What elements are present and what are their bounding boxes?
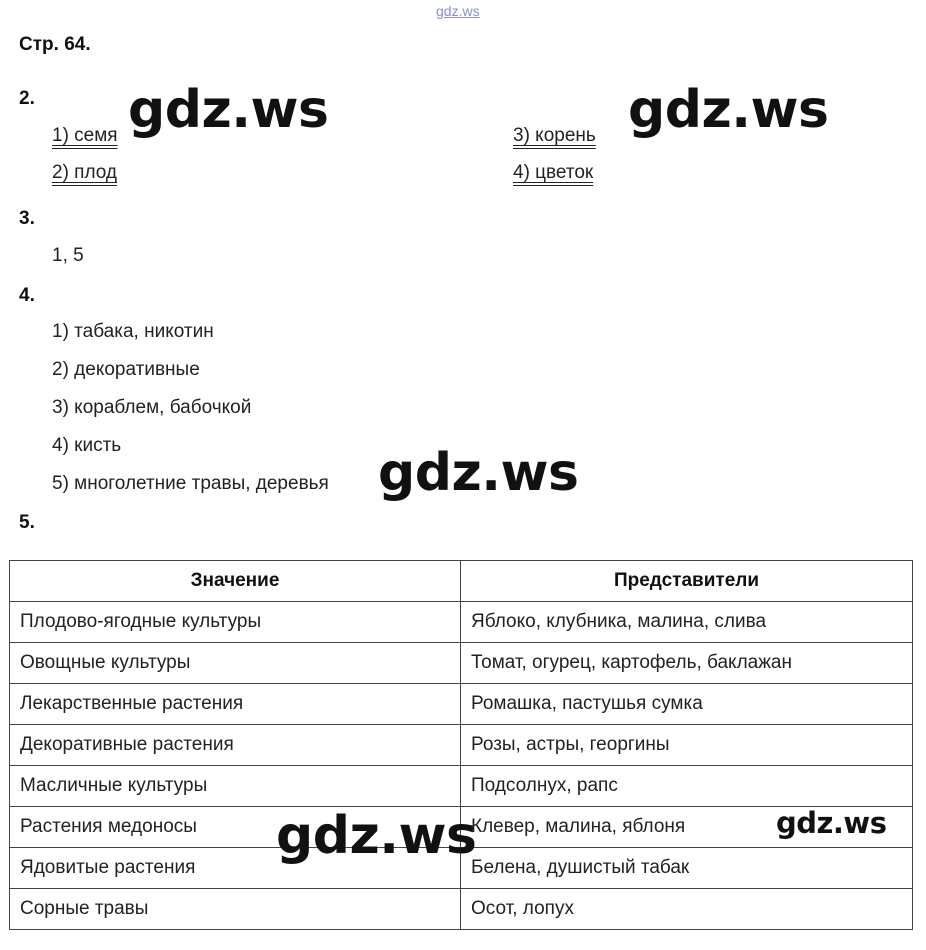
table-row [10, 725, 913, 766]
table-row [10, 602, 913, 643]
top-watermark-link[interactable]: gdz.ws [436, 3, 480, 19]
table-cell-representatives: Белена, душистый табак [461, 848, 913, 889]
watermark-text: gdz.ws [776, 806, 887, 840]
table-cell-meaning: Растения медоносы [10, 807, 461, 848]
table-cell-meaning: Декоративные растения [10, 725, 461, 766]
table-cell-representatives: Розы, астры, георгины [461, 725, 913, 766]
table-header-meaning: Значение [10, 561, 461, 602]
table-cell-representatives: Клевер, малина, яблоня [461, 807, 913, 848]
q4-answer-4: 4) кисть [52, 435, 122, 456]
table-header-representatives: Представители [461, 561, 913, 602]
question-3-number: 3. [19, 208, 35, 229]
table-cell-representatives: Подсолнух, рапс [461, 766, 913, 807]
table-row [10, 643, 913, 684]
table-row [10, 684, 913, 725]
table-row [10, 766, 913, 807]
question-2-number: 2. [19, 88, 35, 109]
table-cell-representatives: Осот, лопух [461, 889, 913, 930]
q2-answer-3: 3) корень [513, 125, 596, 146]
q4-answer-1: 1) табака, никотин [52, 321, 214, 342]
watermark-text: gdz.ws [378, 443, 579, 503]
table-cell-meaning: Овощные культуры [10, 643, 461, 684]
table-header-row [10, 561, 913, 602]
q4-answer-5: 5) многолетние травы, деревья [52, 473, 329, 494]
q4-answer-2: 2) декоративные [52, 359, 200, 380]
question-4-number: 4. [19, 285, 35, 306]
table-cell-meaning: Плодово-ягодные культуры [10, 602, 461, 643]
table-row [10, 889, 913, 930]
watermark-text: gdz.ws [276, 806, 477, 866]
q2-answer-4: 4) цветок [513, 162, 594, 183]
table-cell-meaning: Сорные травы [10, 889, 461, 930]
page-title: Стр. 64. [19, 34, 91, 55]
table-cell-representatives: Томат, огурец, картофель, баклажан [461, 643, 913, 684]
q2-answer-2: 2) плод [52, 162, 117, 183]
q3-answer: 1, 5 [52, 245, 84, 266]
plants-table [9, 560, 913, 930]
question-5-number: 5. [19, 512, 35, 533]
table-cell-meaning: Масличные культуры [10, 766, 461, 807]
q4-answer-3: 3) кораблем, бабочкой [52, 397, 252, 418]
q2-answer-1: 1) семя [52, 125, 118, 146]
watermark-text: gdz.ws [128, 80, 329, 140]
table-cell-representatives: Ромашка, пастушья сумка [461, 684, 913, 725]
table-cell-representatives: Яблоко, клубника, малина, слива [461, 602, 913, 643]
table-cell-meaning: Ядовитые растения [10, 848, 461, 889]
table-cell-meaning: Лекарственные растения [10, 684, 461, 725]
watermark-text: gdz.ws [628, 80, 829, 140]
